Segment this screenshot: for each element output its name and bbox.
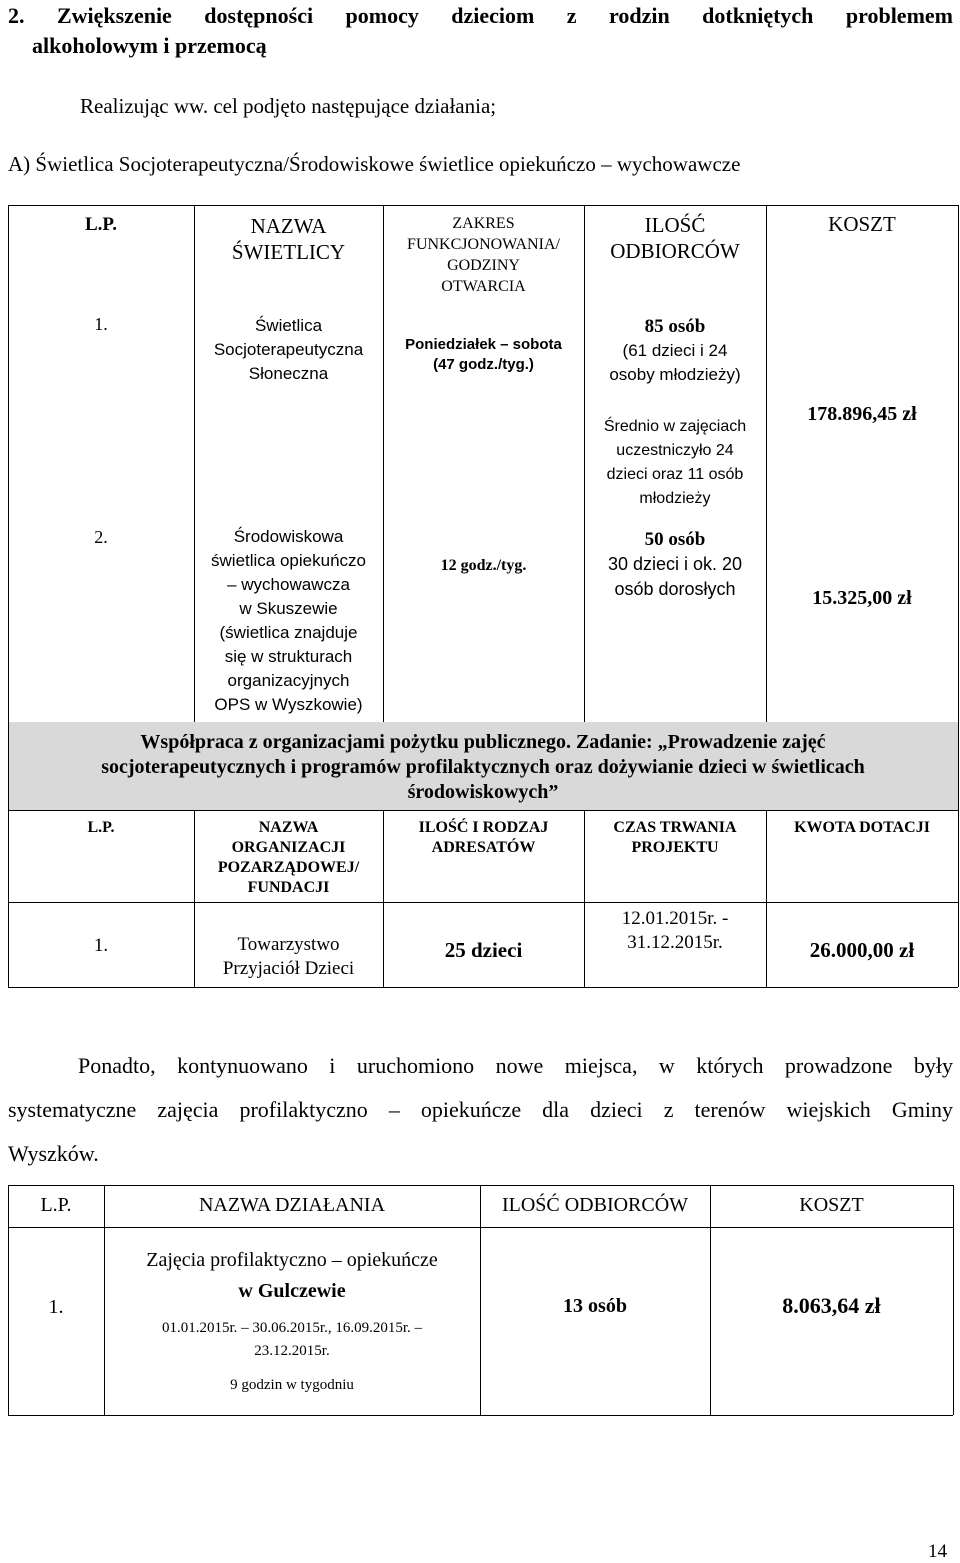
row1-recipients-note: Średnio w zajęciach uczestniczyło 24 dzieci oraz 11 osób młodzieży — [603, 418, 747, 507]
t3-row-lp: 1. — [48, 1296, 64, 1318]
header-lp: L.P. — [84, 214, 118, 235]
paragraph-line2: systematyczne zajęcia profilaktyczno – opiekuńcze dla dzieci z terenów wiejskich Gminy — [8, 1097, 953, 1122]
row2-lp: 2. — [94, 527, 108, 547]
t2-row-duration: 12.01.2015r. - 31.12.2015r. — [621, 908, 729, 953]
t2-header-recipients: ILOŚĆ I RODZAJ ADRESATÓW — [418, 819, 549, 856]
t3-header-lp: L.P. — [40, 1194, 72, 1216]
row2-cost: 15.325,00 zł — [812, 587, 912, 609]
row2-name: Środowiskowa świetlica opiekuńczo – wychowawcza w Skuszewie (świetlica znajduje się w strukturach organizacyjnych OPS w Wyszkowie) — [211, 527, 366, 714]
t2-header-org: NAZWA ORGANIZACJI POZARZĄDOWEJ/ FUNDACJI — [217, 819, 360, 896]
page-number: 14 — [928, 1541, 947, 1562]
header-scope: ZAKRES FUNKCJONOWANIA/ GODZINY OTWARCIA — [407, 215, 560, 295]
t3-row-name-line2: w Gulczewie — [238, 1280, 346, 1302]
t3-row-hours: 9 godzin w tygodniu — [230, 1377, 354, 1393]
row1-lp: 1. — [94, 314, 108, 334]
section-heading-line2: alkoholowym i przemocą — [32, 33, 267, 58]
t3-row-dates-line1: 01.01.2015r. – 30.06.2015r., 16.09.2015r. – — [161, 1320, 422, 1336]
t3-row-name — [104, 1246, 480, 1396]
subheading: A) Świetlica Socjoterapeutyczna/Środowiskowe świetlice opiekuńczo – wychowawcze — [8, 152, 741, 176]
header-cost: KOSZT — [828, 212, 896, 236]
t2-header-amount: KWOTA DOTACJI — [794, 819, 930, 836]
t3-header-name: NAZWA DZIAŁANIA — [198, 1194, 386, 1216]
paragraph-line1: Ponadto, kontynuowano i uruchomiono nowe miejsca, w których prowadzone były — [78, 1053, 953, 1078]
row1-scope: Poniedziałek – sobota (47 godz./tyg.) — [405, 336, 562, 373]
t3-row-recipients: 13 osób — [563, 1295, 627, 1317]
t3-row-name-line1: Zajęcia profilaktyczno – opiekuńcze — [146, 1249, 438, 1271]
t2-header-duration: CZAS TRWANIA PROJEKTU — [613, 819, 737, 856]
t3-row-dates-line2: 23.12.2015r. — [254, 1343, 330, 1359]
section-heading-line1: 2. Zwiększenie dostępności pomocy dzieciom z rodzin dotkniętych problemem — [8, 3, 953, 28]
row2-recipients: 50 osób 30 dzieci i ok. 20 osób dorosłych — [607, 529, 743, 599]
t2-row-lp: 1. — [93, 935, 109, 956]
t3-header-recipients: ILOŚĆ ODBIORCÓW — [501, 1194, 689, 1216]
t2-row-recipients: 25 dzieci — [444, 938, 523, 962]
row1-cost: 178.896,45 zł — [807, 403, 917, 425]
t3-row-cost: 8.063,64 zł — [782, 1293, 881, 1318]
header-name: NAZWA ŚWIETLICY — [231, 214, 346, 264]
paragraph — [8, 1044, 953, 1176]
section-heading — [8, 1, 953, 61]
row2-scope: 12 godz./tyg. — [440, 557, 527, 574]
t2-row-org: Towarzystwo Przyjaciół Dzieci — [222, 934, 355, 979]
header-recipients: ILOŚĆ ODBIORCÓW — [610, 213, 740, 263]
paragraph-line3: Wyszków. — [8, 1141, 99, 1166]
banner-text: Współpraca z organizacjami pożytku publicznego. Zadanie: „Prowadzenie zajęć socjoterapeutycznych i programów profilaktycznych oraz dożywianie dzieci w świetlicach środowiskowych” — [101, 731, 865, 803]
t2-header-lp: L.P. — [87, 819, 115, 836]
intro-text: Realizując ww. cel podjęto następujące działania; — [80, 94, 497, 118]
row1-name: Świetlica Socjoterapeutyczna Słoneczna — [213, 316, 364, 383]
t3-header-cost: KOSZT — [799, 1194, 864, 1216]
t2-row-amount: 26.000,00 zł — [809, 938, 915, 962]
row1-recipients: 85 osób (61 dzieci i 24 osoby młodzieży) — [609, 316, 741, 384]
